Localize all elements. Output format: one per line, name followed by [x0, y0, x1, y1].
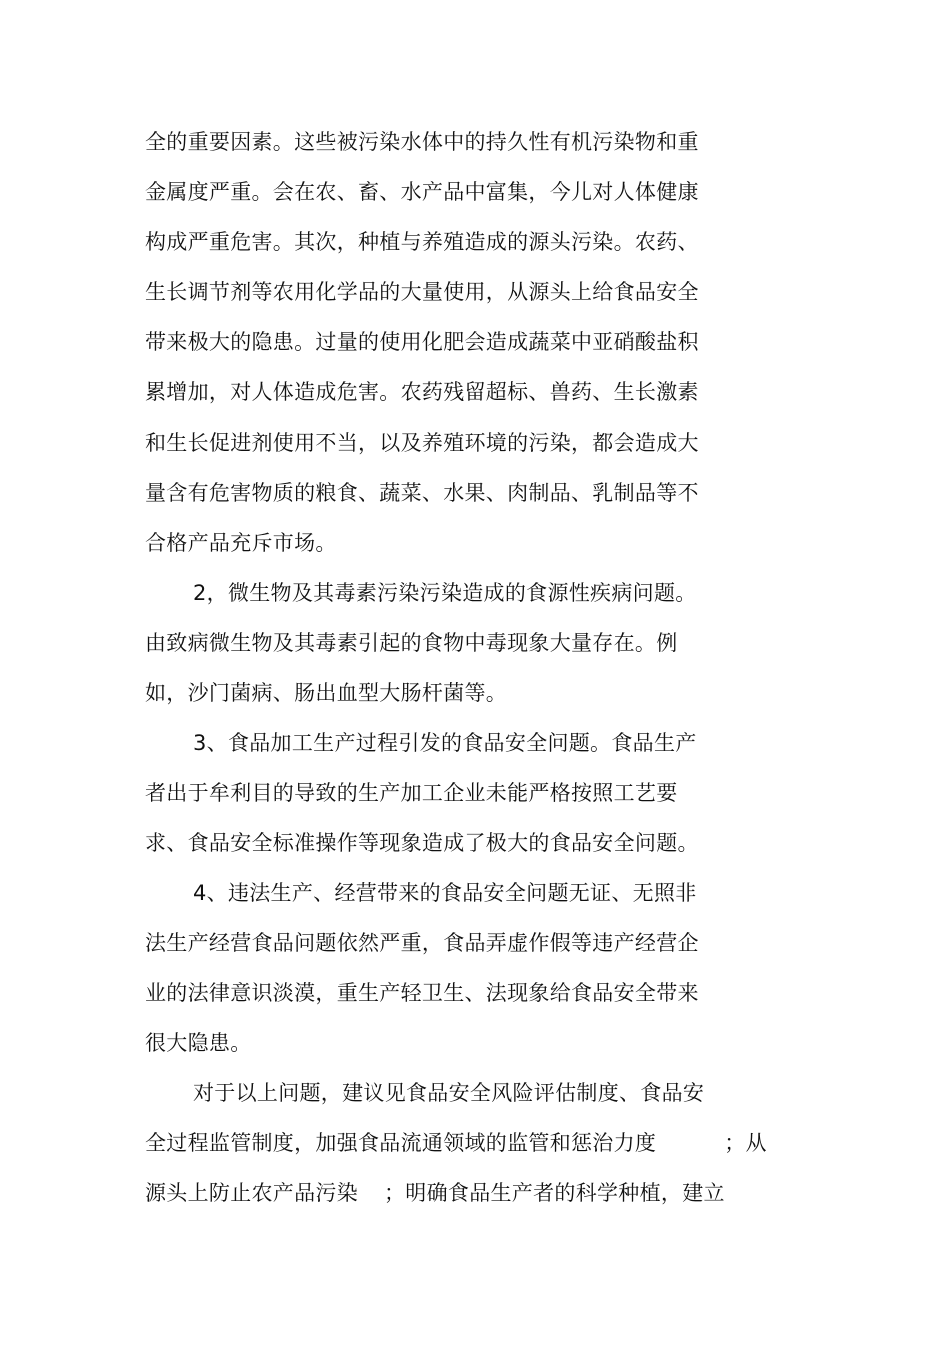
text-line-18: 业的法律意识淡漠，重生产轻卫生、法现象给食品安全带来	[145, 981, 699, 1005]
text-line-1: 全的重要因素。这些被污染水体中的持久性有机污染物和重	[145, 130, 699, 154]
text-line-4: 生长调节剂等农用化学品的大量使用，从源头上给食品安全	[145, 280, 699, 304]
text-line-19: 很大隐患。	[145, 1031, 252, 1055]
text-line-10: 2，微生物及其毒素污染污染造成的食源性疾病问题。	[193, 581, 697, 605]
text-line-9: 合格产品充斥市场。	[145, 531, 337, 555]
text-line-11: 由致病微生物及其毒素引起的食物中毒现象大量存在。例	[145, 631, 678, 655]
text-line-14: 者出于牟利目的导致的生产加工企业未能严格按照工艺要	[145, 781, 678, 805]
text-line-22	[145, 1179, 725, 1207]
text-line-3: 构成严重危害。其次，种植与养殖造成的源头污染。农药、	[145, 230, 699, 254]
text-line-8: 量含有危害物质的粮食、蔬菜、水果、肉制品、乳制品等不	[145, 481, 699, 505]
text-line-20: 对于以上问题，建议见食品安全风险评估制度、食品安	[193, 1081, 705, 1105]
text-line-6: 累增加，对人体造成危害。农药残留超标、兽药、生长激素	[145, 380, 699, 404]
text-line-13: 3、食品加工生产过程引发的食品安全问题。食品生产	[193, 731, 697, 755]
text-line-22-tail: ；明确食品生产者的科学种植，建立	[384, 1181, 725, 1205]
text-line-2: 金属度严重。会在农、畜、水产品中富集，今儿对人体健康	[145, 180, 699, 204]
text-line-7: 和生长促进剂使用不当，以及养殖环境的污染，都会造成大	[145, 431, 699, 455]
text-line-5: 带来极大的隐患。过量的使用化肥会造成蔬菜中亚硝酸盐积	[145, 330, 699, 354]
text-line-21-tail: ；从	[724, 1131, 767, 1155]
text-line-17: 法生产经营食品问题依然严重，食品弄虚作假等违产经营企	[145, 931, 699, 955]
text-line-15: 求、食品安全标准操作等现象造成了极大的食品安全问题。	[145, 831, 699, 855]
text-line-22-main: 源头上防止农产品污染	[145, 1181, 358, 1205]
text-line-12: 如，沙门菌病、肠出血型大肠杆菌等。	[145, 681, 508, 705]
text-line-21-main: 全过程监管制度，加强食品流通领域的监管和惩治力度	[145, 1131, 657, 1155]
text-line-21	[145, 1129, 767, 1157]
text-line-16: 4、违法生产、经营带来的食品安全问题无证、无照非	[193, 881, 697, 905]
